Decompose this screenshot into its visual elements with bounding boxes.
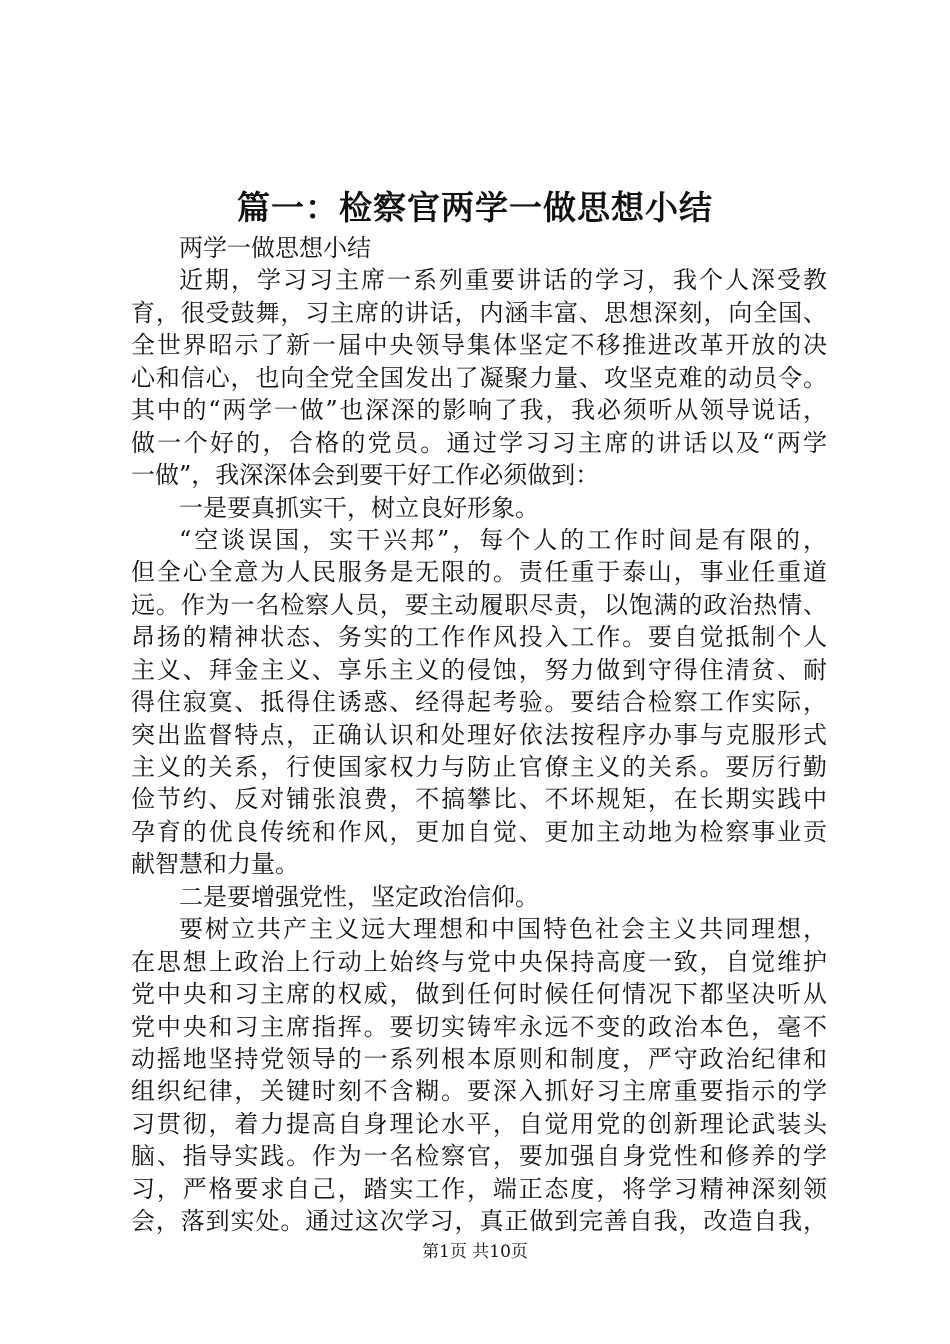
text-line: 远。作为一名检察人员，要主动履职尽责，以饱满的政治热情、 — [131, 590, 827, 619]
text-line: 做一个好的，合格的党员。通过学习习主席的讲话以及“两学 — [131, 428, 827, 457]
text-line: 育，很受鼓舞，习主席的讲话，内涵丰富、思想深刻，向全国、 — [131, 298, 827, 327]
text-line: 脑、指导实践。作为一名检察官，要加强自身党性和修养的学 — [131, 1142, 827, 1171]
text-line: 一是要真抓实干，树立良好形象。 — [179, 493, 539, 522]
text-line: 主义的关系，行使国家权力与防止官僚主义的关系。要厉行勤 — [131, 753, 827, 781]
text-line: 其中的“两学一做”也深深的影响了我，我必须听从领导说话， — [131, 396, 827, 425]
text-line: 全世界昭示了新一届中央领导集体坚定不移推进改革开放的决 — [131, 331, 827, 360]
text-line: 习贯彻，着力提高自身理论水平，自觉用党的创新理论武装头 — [131, 1109, 827, 1138]
text-line: 党中央和习主席的权威，做到任何时候任何情况下都坚决听从 — [131, 980, 827, 1009]
page-footer: 第1页 共10页 — [422, 1242, 528, 1262]
text-line: 动摇地坚持党领导的一系列根本原则和制度，严守政治纪律和 — [131, 1044, 827, 1073]
text-line: 主义、拜金主义、享乐主义的侵蚀，努力做到守得住清贫、耐 — [131, 655, 827, 684]
text-line: 心和信心，也向全党全国发出了凝聚力量、攻坚克难的动员令。 — [131, 363, 827, 392]
text-line: 习，严格要求自己，踏实工作，端正态度，将学习精神深刻领 — [131, 1174, 827, 1203]
text-line: “空谈误国，实干兴邦”，每个人的工作时间是有限的， — [179, 525, 827, 554]
text-line: 俭节约、反对铺张浪费，不搞攀比、不坏规矩，在长期实践中 — [131, 785, 827, 814]
text-line: 献智慧和力量。 — [131, 850, 299, 879]
text-line: 两学一做思想小结 — [179, 234, 371, 262]
text-line: 组织纪律，关键时刻不含糊。要深入抓好习主席重要指示的学 — [131, 1077, 827, 1106]
text-line: 孕育的优良传统和作风，更加自觉、更加主动地为检察事业贡 — [131, 817, 827, 846]
document-title: 篇一：检察官两学一做思想小结 — [237, 188, 713, 227]
text-line: 会，落到实处。通过这次学习，真正做到完善自我，改造自我， — [131, 1207, 827, 1236]
text-line: 在思想上政治上行动上始终与党中央保持高度一致，自觉维护 — [131, 947, 827, 976]
text-line: 近期，学习习主席一系列重要讲话的学习，我个人深受教 — [179, 266, 827, 295]
text-line: 二是要增强党性，坚定政治信仰。 — [179, 882, 539, 911]
text-line: 要树立共产主义远大理想和中国特色社会主义共同理想， — [179, 915, 827, 944]
text-line: 得住寂寞、抵得住诱惑、经得起考验。要结合检察工作实际， — [131, 688, 827, 717]
text-line: 但全心全意为人民服务是无限的。责任重于泰山，事业任重道 — [131, 558, 827, 587]
text-line: 突出监督特点，正确认识和处理好依法按程序办事与克服形式 — [131, 720, 827, 749]
text-line: 一做”，我深深体会到要干好工作必须做到： — [131, 461, 600, 490]
document-body — [131, 232, 827, 1238]
text-line: 党中央和习主席指挥。要切实铸牢永远不变的政治本色，毫不 — [131, 1012, 827, 1041]
text-line: 昂扬的精神状态、务实的工作作风投入工作。要自觉抵制个人 — [131, 623, 827, 652]
